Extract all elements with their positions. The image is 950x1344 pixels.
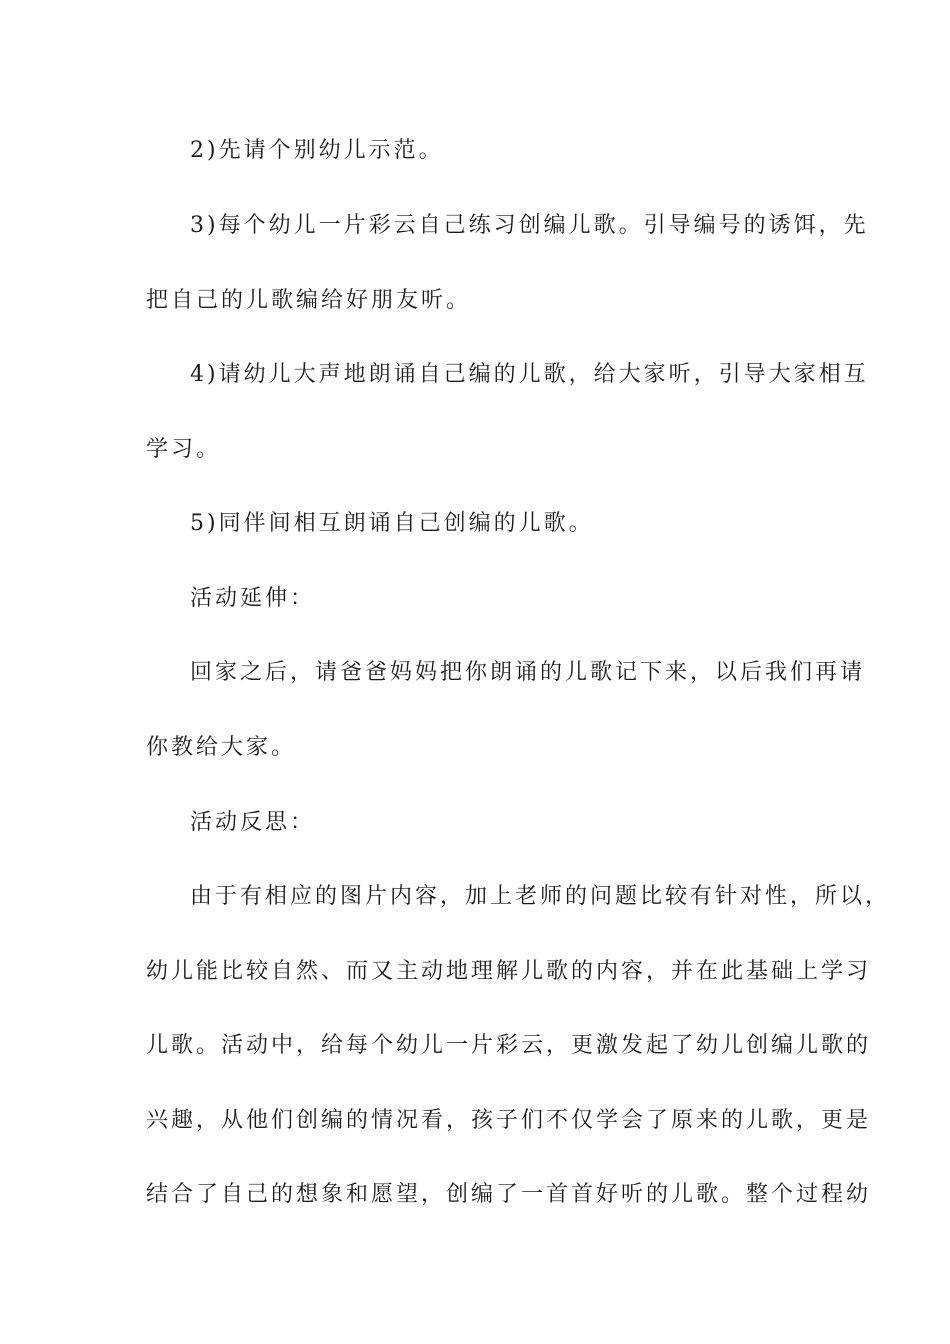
step-2-line: 2)先请个别幼儿示范。 [190, 138, 444, 163]
step-3-line-1: 3)每个幼儿一片彩云自己练习创编儿歌。引导编号的诱饵，先 [190, 213, 869, 238]
step-5-line: 5)同伴间相互朗诵自己创编的儿歌。 [190, 511, 594, 536]
section-heading-extension: 活动延伸： [190, 586, 316, 611]
reflection-line-1: 由于有相应的图片内容，加上老师的问题比较有针对性，所以， [190, 884, 891, 909]
section-heading-reflection: 活动反思： [190, 810, 316, 835]
step-4-line-1: 4)请幼儿大声地朗诵自己编的儿歌，给大家听，引导大家相互 [190, 362, 869, 387]
reflection-line-5: 结合了自己的想象和愿望，创编了一首首好听的儿歌。整个过程幼 [146, 1182, 872, 1207]
extension-line-2: 你教给大家。 [146, 735, 297, 760]
reflection-line-4: 兴趣，从他们创编的情况看，孩子们不仅学会了原来的儿歌，更是 [146, 1108, 872, 1133]
step-3-line-2: 把自己的儿歌编给好朋友听。 [146, 288, 472, 313]
reflection-line-3: 儿歌。活动中，给每个幼儿一片彩云，更激发起了幼儿创编儿歌的 [146, 1033, 872, 1058]
extension-line-1: 回家之后，请爸爸妈妈把你朗诵的儿歌记下来，以后我们再请 [190, 660, 866, 685]
reflection-line-2: 幼儿能比较自然、而又主动地理解儿歌的内容，并在此基础上学习 [146, 959, 872, 984]
step-4-line-2: 学习。 [146, 437, 222, 462]
